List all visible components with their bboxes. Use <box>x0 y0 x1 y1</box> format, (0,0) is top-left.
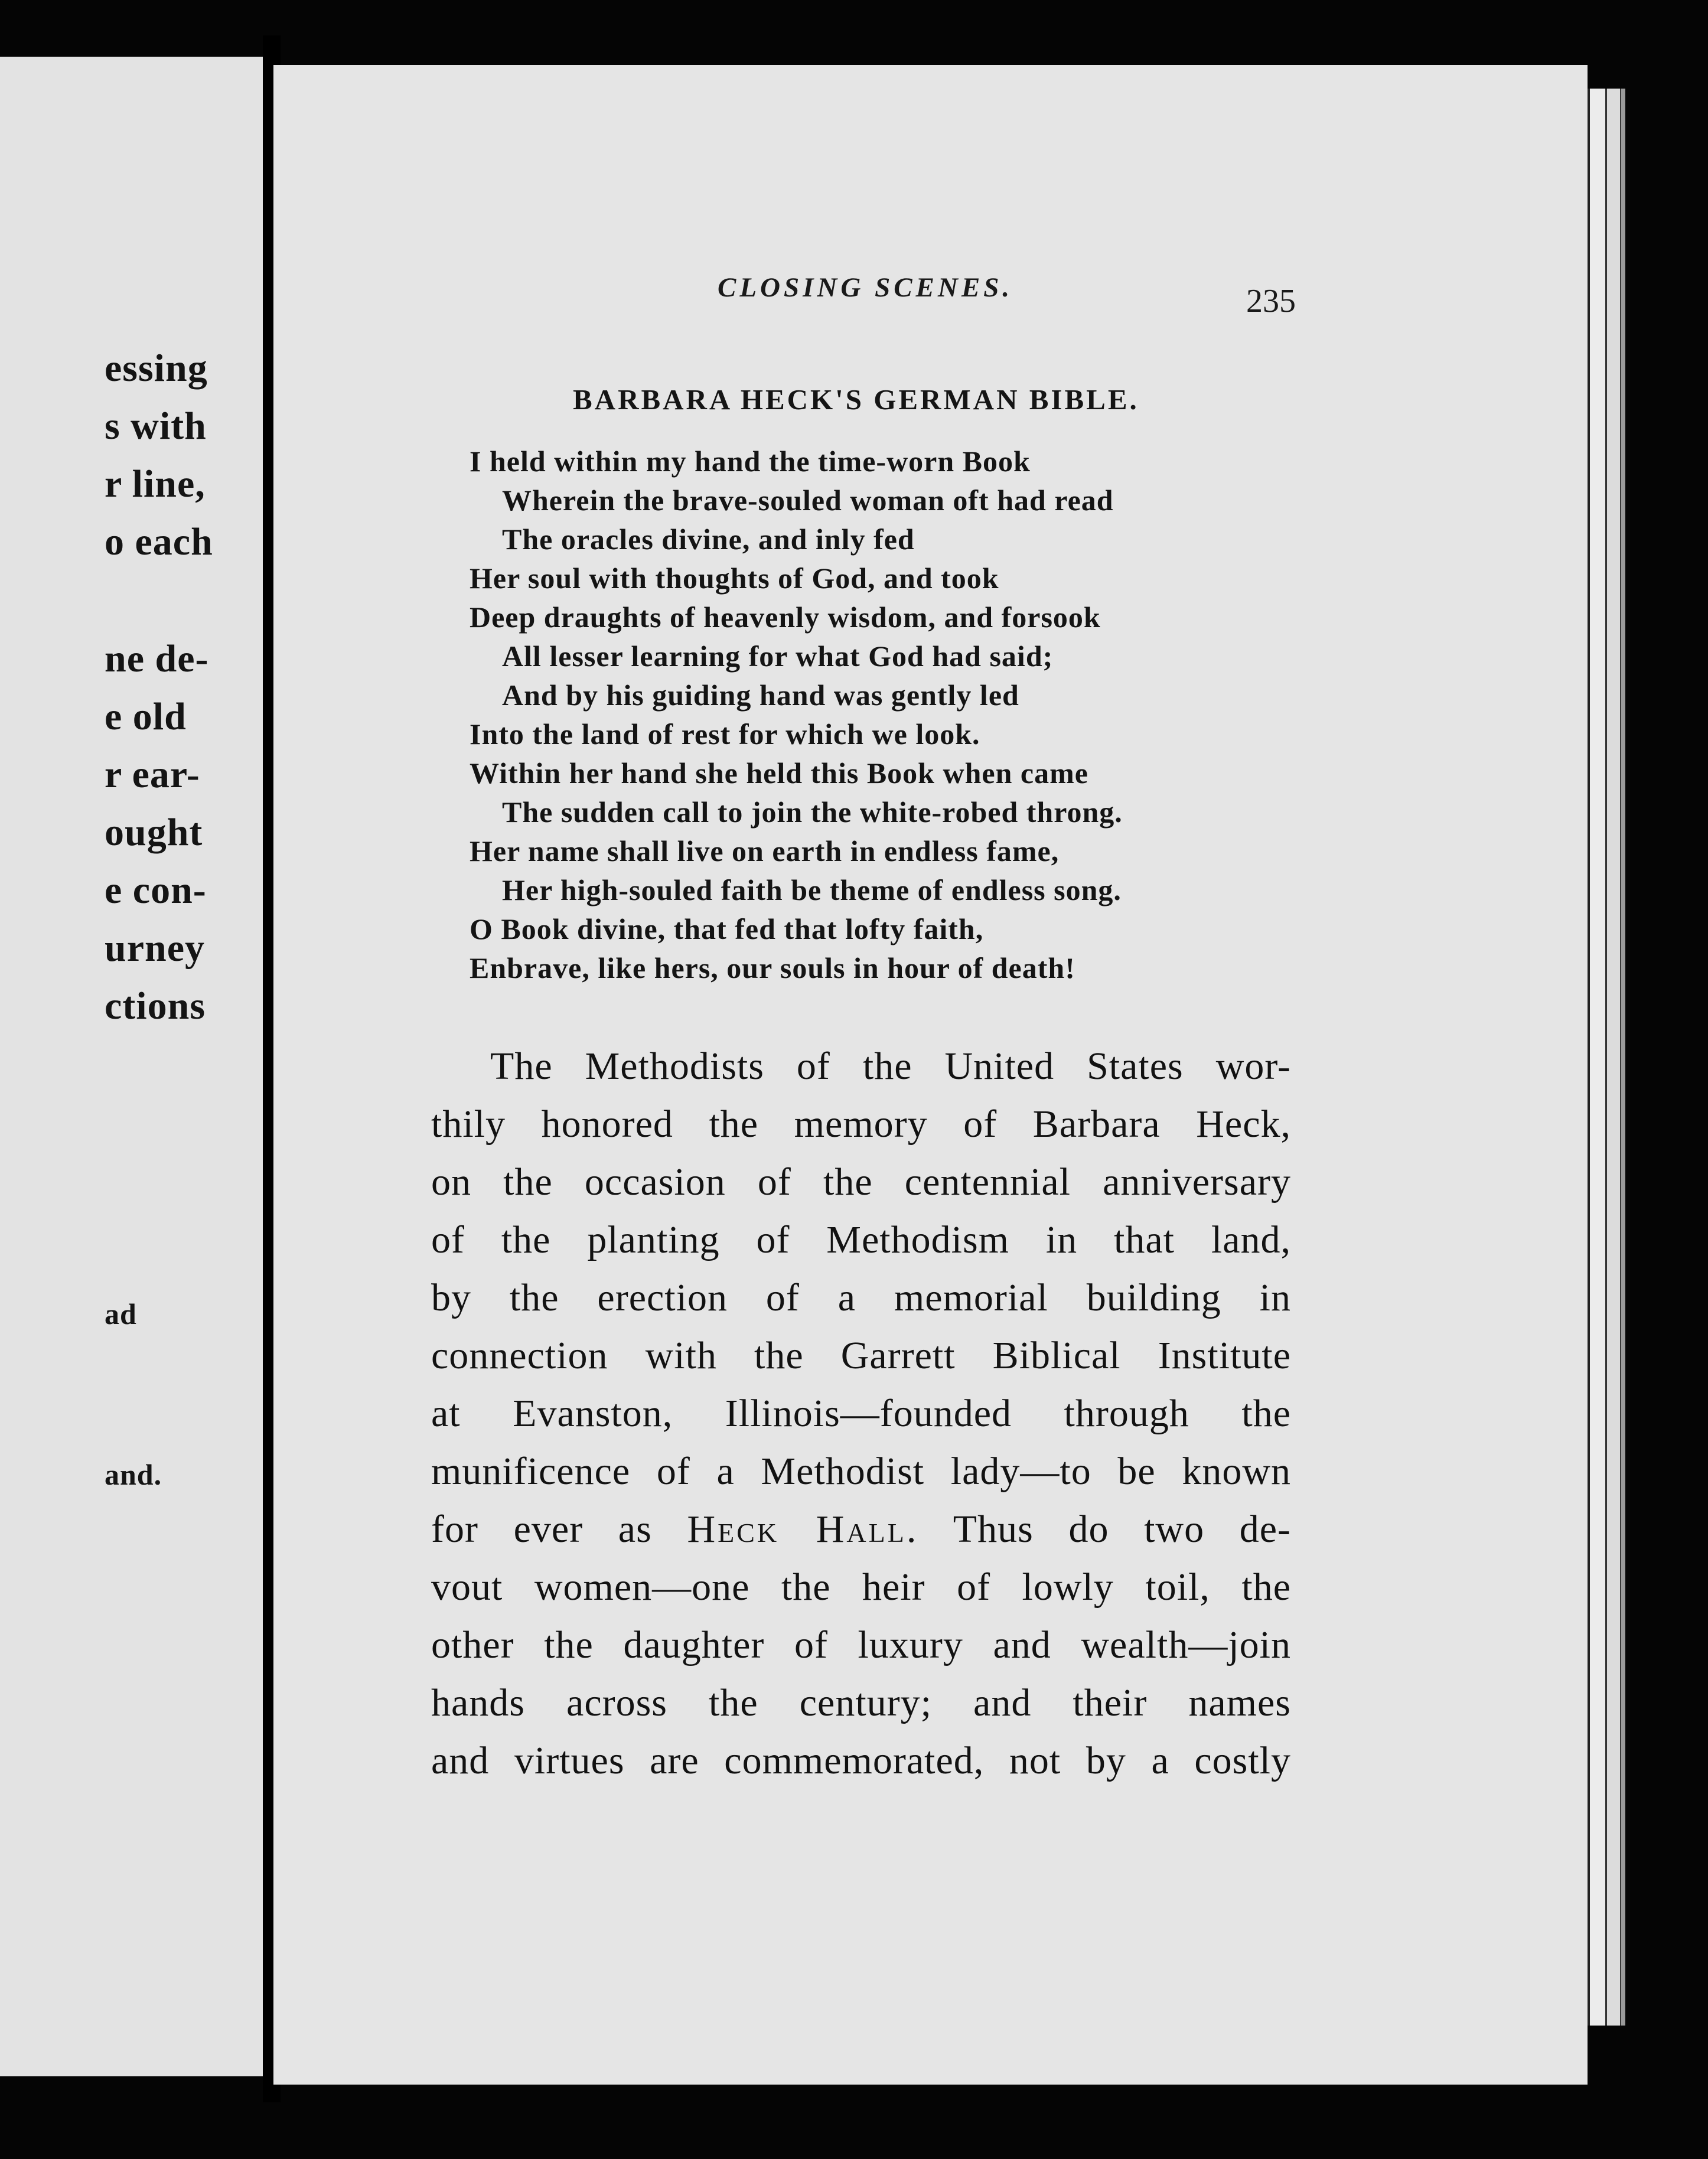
body-line: hands across the century; and their names <box>431 1681 1291 1724</box>
body-line-suffix: Thus do two de- <box>953 1508 1291 1551</box>
left-page-line: o each <box>105 520 213 563</box>
left-page-line: and. <box>105 1458 162 1491</box>
body-line-prefix: for ever as <box>431 1508 652 1551</box>
poem-line: Within her hand she held this Book when came <box>470 756 1088 790</box>
left-page-line: s with <box>105 405 207 448</box>
body-line: vout women—one the heir of lowly toil, the <box>431 1566 1291 1609</box>
poem-line: Her name shall live on earth in endless fame, <box>470 834 1060 867</box>
left-page-line: ctions <box>105 984 206 1028</box>
poem-line: The sudden call to join the white-robed throng. <box>502 795 1123 829</box>
page-edge <box>1588 89 1605 2026</box>
poem-line: The oracles divine, and inly fed <box>502 523 915 556</box>
page-edge <box>1621 89 1625 2026</box>
page-number: 235 <box>1246 283 1296 319</box>
body-line: on the occasion of the centennial anniversary <box>431 1160 1291 1204</box>
poem-line: Into the land of rest for which we look. <box>470 718 980 751</box>
body-line: at Evanston, Illinois—founded through the <box>431 1392 1291 1435</box>
body-line: by the erection of a memorial building in <box>431 1276 1291 1319</box>
poem-line: I held within my hand the time-worn Book <box>470 445 1031 478</box>
poem-line: Her soul with thoughts of God, and took <box>470 562 999 595</box>
left-page-line: e con- <box>105 869 207 912</box>
poem-line: All lesser learning for what God had said; <box>502 640 1054 673</box>
poem-line: And by his guiding hand was gently led <box>502 679 1019 712</box>
left-page-line: r line, <box>105 462 206 505</box>
poem-line: O Book divine, that fed that lofty faith, <box>470 912 984 945</box>
poem-line: Wherein the brave-souled woman oft had read <box>502 484 1114 517</box>
left-page-line: ought <box>105 811 203 854</box>
body-line: connection with the Garrett Biblical Institute <box>431 1334 1291 1377</box>
body-line: The Methodists of the United States wor- <box>490 1045 1291 1088</box>
poem-line: Her high-souled faith be theme of endless song. <box>502 873 1122 906</box>
body-line: and virtues are commemorated, not by a costly <box>431 1739 1291 1782</box>
left-page-line: e old <box>105 695 187 738</box>
body-line: munificence of a Methodist lady—to be known <box>431 1450 1291 1493</box>
body-line: other the daughter of luxury and wealth—join <box>431 1623 1291 1666</box>
body-line: of the planting of Methodism in that land, <box>431 1218 1291 1261</box>
heck-hall-smallcaps: Heck Hall. <box>687 1508 919 1551</box>
running-head: CLOSING SCENES. <box>718 272 1013 303</box>
body-line <box>431 1507 1291 1552</box>
left-page-line: r ear- <box>105 753 200 796</box>
page-edge <box>1605 89 1620 2026</box>
poem-title: BARBARA HECK'S GERMAN BIBLE. <box>573 383 1139 416</box>
previous-page-fragment <box>0 57 263 2076</box>
left-page-line: urney <box>105 927 205 970</box>
left-page-line: ad <box>105 1297 137 1330</box>
body-line: thily honored the memory of Barbara Heck, <box>431 1103 1291 1146</box>
poem-line: Deep draughts of heavenly wisdom, and forsook <box>470 601 1101 634</box>
left-page-line: ne de- <box>105 637 209 680</box>
left-page-line: essing <box>105 347 208 390</box>
poem-line: Enbrave, like hers, our souls in hour of death! <box>470 951 1075 984</box>
